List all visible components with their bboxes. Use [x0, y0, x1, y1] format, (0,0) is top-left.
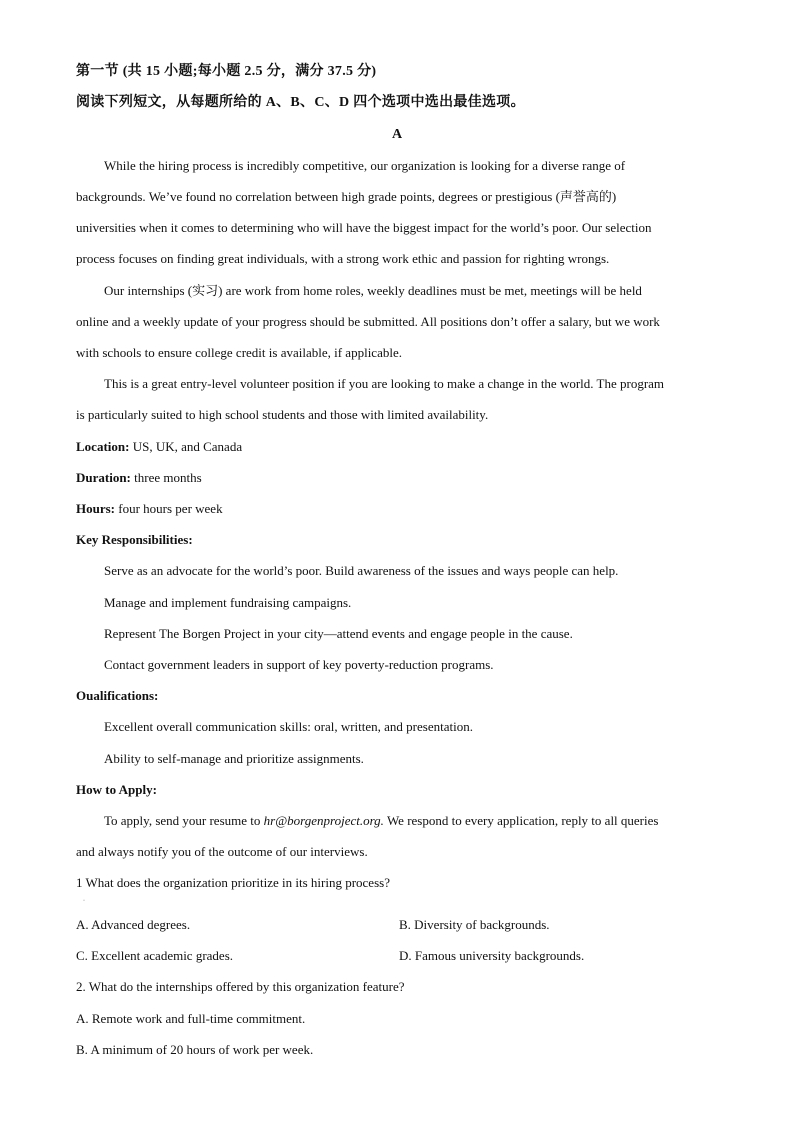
responsibility-item: Represent The Borgen Project in your city—attend events and engage people in the cause. — [104, 626, 573, 641]
paragraph-line: This is a great entry-level volunteer position if you are looking to make a change in the world. The program — [104, 376, 665, 391]
responsibilities-heading: Key Responsibilities: — [76, 532, 193, 547]
duration-row — [76, 470, 202, 486]
question-stem: 1 What does the organization prioritize in its hiring process? — [76, 875, 390, 890]
location-value: US, UK, and Canada — [129, 439, 243, 454]
section-heading: 第一节 (共 15 小题;每小题 2.5 分，满分 37.5 分) — [76, 64, 377, 79]
option-b: B. A minimum of 20 hours of work per week. — [76, 1042, 314, 1057]
option-d: D. Famous university backgrounds. — [399, 948, 585, 963]
qualification-item: Excellent overall communication skills: oral, written, and presentation. — [104, 719, 473, 734]
paragraph-line: While the hiring process is incredibly competitive, our organization is looking for a diverse range of — [104, 158, 626, 173]
paragraph-line: is particularly suited to high school students and those with limited availability. — [76, 407, 489, 422]
paragraph-line: universities when it comes to determining who will have the biggest impact for the world’s poor. Our selection — [76, 220, 652, 235]
qualifications-heading: Oualifications: — [76, 688, 159, 703]
option-a: A. Remote work and full-time commitment. — [76, 1011, 306, 1026]
paragraph-line: backgrounds. We’ve found no correlation between high grade points, degrees or prestigious (声誉高的) — [76, 189, 617, 204]
location-label: Location: — [76, 439, 130, 454]
paragraph-line: process focuses on finding great individuals, with a strong work ethic and passion for righting wrongs. — [76, 251, 610, 266]
option-a: A. Advanced degrees. — [76, 917, 191, 932]
hours-value: four hours per week — [115, 501, 223, 516]
question-stem: 2. What do the internships offered by this organization feature? — [76, 979, 405, 994]
paragraph-line: online and a weekly update of your progress should be submitted. All positions don’t offer a salary, but we work — [76, 314, 660, 329]
apply-text-rest: We respond to every application, reply to all queries — [383, 813, 659, 828]
passage-title: A — [391, 127, 403, 142]
apply-line: and always notify you of the outcome of our interviews. — [76, 844, 368, 859]
responsibility-item: Manage and implement fundraising campaigns. — [104, 595, 352, 610]
apply-text: To apply, send your resume to — [104, 813, 264, 828]
apply-email: hr@borgenproject.org. — [263, 813, 384, 828]
hours-label: Hours: — [76, 501, 115, 516]
location-row — [76, 439, 242, 455]
paragraph-line: Our internships (实习) are work from home roles, weekly deadlines must be met, meetings will be held — [104, 283, 642, 298]
paragraph-line: with schools to ensure college credit is available, if applicable. — [76, 345, 402, 360]
apply-heading: How to Apply: — [76, 782, 157, 797]
duration-label: Duration: — [76, 470, 131, 485]
option-b: B. Diversity of backgrounds. — [399, 917, 550, 932]
question-mark: · — [83, 898, 85, 904]
section-instruction: 阅读下列短文，从每题所给的 A、B、C、D 四个选项中选出最佳选项。 — [76, 95, 525, 110]
duration-value: three months — [130, 470, 202, 485]
responsibility-item: Contact government leaders in support of key poverty-reduction programs. — [104, 657, 494, 672]
qualification-item: Ability to self-manage and prioritize assignments. — [104, 751, 364, 766]
responsibility-item: Serve as an advocate for the world’s poor. Build awareness of the issues and ways people can help. — [104, 563, 619, 578]
option-c: C. Excellent academic grades. — [76, 948, 234, 963]
hours-row — [76, 501, 223, 517]
apply-line — [104, 813, 658, 829]
